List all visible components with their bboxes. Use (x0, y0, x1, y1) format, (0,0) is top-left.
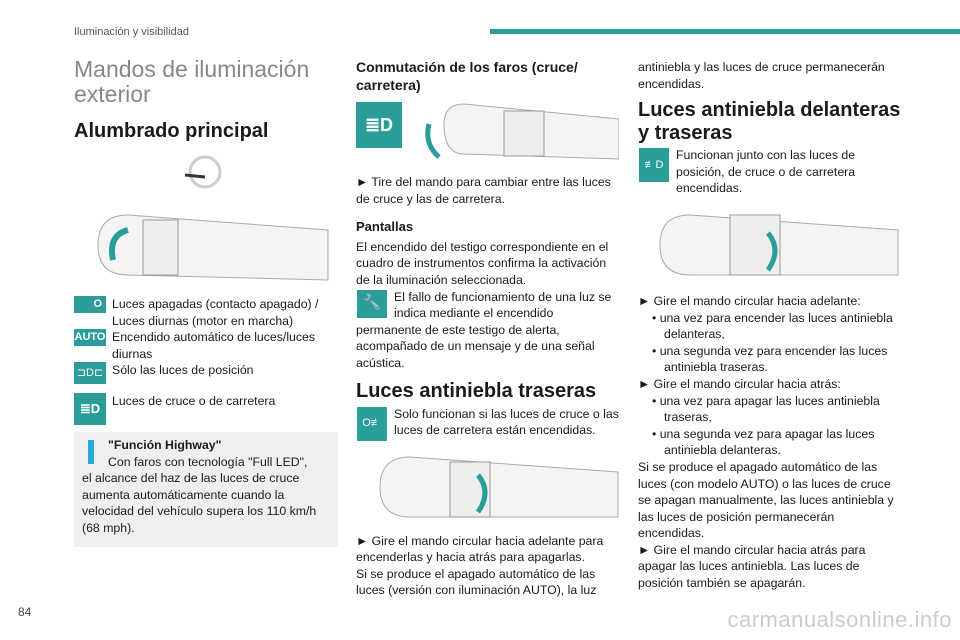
legend-text: Luces apagadas (contacto apagado) / Luces diurnas (motor en marcha) (112, 297, 319, 328)
middle-column (356, 58, 620, 599)
dipped-main-beam-icon: ≣D (356, 102, 402, 148)
paragraph: antiniebla y las luces de cruce permanecerán encendidas. (638, 60, 885, 91)
rear-fog-icon: O≢ (357, 407, 387, 441)
paragraph: El encendido del testigo correspondiente en el cuadro de instrumentos confirma la activación de la iluminación seleccionada. (356, 239, 609, 287)
stalk-figure (356, 102, 620, 174)
paragraph: Si se produce el apagado automático de las luces (versión con iluminación AUTO), la luz (356, 566, 597, 598)
section-title: Alumbrado principal (74, 120, 269, 142)
lights-off-icon: O (74, 296, 106, 313)
watermark: carmanualsonline.info (727, 607, 952, 632)
instruction-text: ► Tire del mando para cambiar entre las luces de cruce y las de carretera. (356, 175, 611, 206)
paragraph: El fallo de funcionamiento de una luz se indica mediante el encendido permanente de este testigo de alerta, acompañado de un mensaje y de una señal acústica. (356, 289, 612, 370)
list-item: • una segunda vez para encender las luces antiniebla traseras. (652, 343, 888, 375)
paragraph: Solo funcionan si las luces de cruce o las luces de carretera están encendidas. (394, 406, 619, 438)
section-title: Conmutación de los faros (cruce/ carretera) (356, 59, 578, 93)
section-header: Iluminación y visibilidad (74, 26, 189, 38)
info-icon (88, 440, 94, 464)
legend-text: Sólo las luces de posición (112, 363, 254, 378)
steering-wheel-icon (180, 155, 225, 190)
header-accent-bar (490, 29, 960, 34)
paragraph: Funcionan junto con las luces de posición, de cruce o de carretera encendidas. (676, 148, 856, 196)
list-item: • una vez para apagar las luces antiniebla traseras, (652, 393, 880, 425)
instruction-text: ► Gire el mando circular hacia atrás: (638, 376, 841, 391)
info-text: Con faros con tecnología "Full LED", (108, 454, 308, 469)
instruction-list (638, 293, 902, 592)
section-title: Luces antiniebla delanteras y traseras (638, 99, 901, 145)
section-title: Luces antiniebla traseras (356, 379, 597, 402)
right-column (638, 59, 902, 592)
intro-block (638, 147, 902, 197)
rear-fog-ring-illustration (370, 447, 620, 527)
page-number: 84 (18, 605, 32, 619)
info-title: "Función Highway" (108, 438, 222, 452)
dipped-main-beam-icon: ≣D (74, 393, 106, 425)
auto-icon: AUTO (74, 329, 106, 346)
list-item: • una segunda vez para apagar las luces antiniebla delanteras. (652, 426, 875, 458)
lighting-stalk-illustration (88, 205, 338, 290)
info-box (74, 432, 338, 547)
paragraph: Si se produce el apagado automático de las luces (con modelo AUTO) o las luces de cruce se apagan manualmente, las luces antiniebla y las luces de posición permanecerán encendidas. (638, 459, 894, 541)
warning-block (356, 289, 620, 372)
legend-list (74, 296, 339, 426)
subsection-title: Pantallas (356, 219, 414, 235)
stalk-pull-illustration (424, 99, 619, 169)
legend-text: Encendido automático de luces/luces diurnas (112, 330, 316, 361)
page-title: Mandos de iluminación exterior (74, 56, 310, 107)
instruction-text: ► Gire el mando circular hacia adelante para encenderlas y hacia atrás para apagarlas. (356, 533, 604, 565)
position-lights-icon: ⊐D⊏ (74, 362, 106, 384)
legend-text: Luces de cruce o de carretera (112, 394, 276, 409)
instruction-text: ► Gire el mando circular hacia atrás para apagar las luces antiniebla. Las luces de posición también se apagarán. (638, 542, 866, 591)
rear-fog-block (356, 406, 620, 443)
list-item: • una vez para encender las luces antiniebla delanteras, (652, 310, 893, 342)
info-text: el alcance del haz de las luces de cruce aumenta automáticamente cuando la velocidad del vehículo supera los 110 km/h (68 mph). (82, 471, 317, 535)
instruction-text: ► Gire el mando circular hacia adelante: (638, 293, 861, 308)
warning-wrench-icon: 🔧 (357, 290, 387, 318)
front-fog-ring-illustration (650, 205, 900, 285)
front-rear-fog-icon: ≢D (639, 148, 669, 182)
